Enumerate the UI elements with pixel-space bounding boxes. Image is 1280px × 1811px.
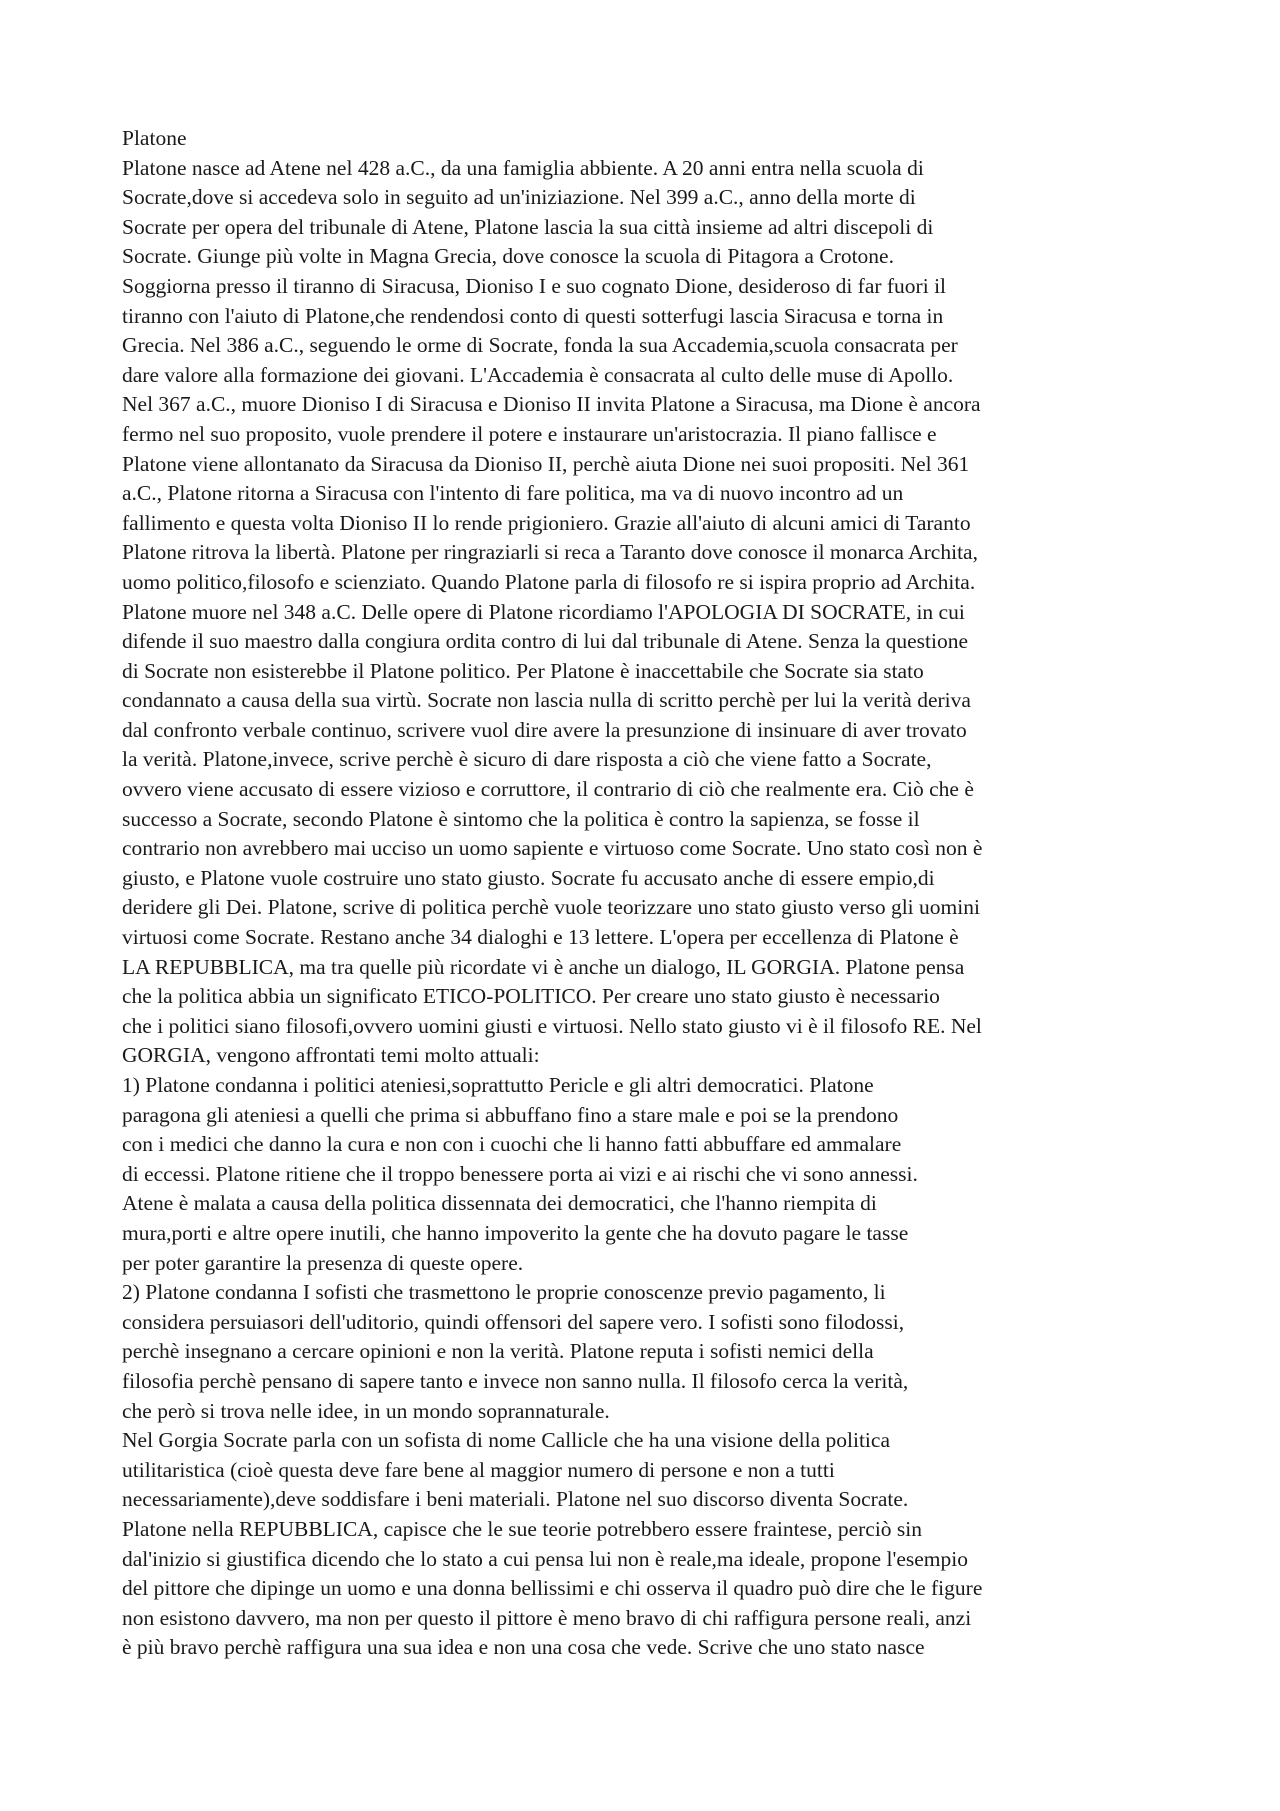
- text-line: a.C., Platone ritorna a Siracusa con l'intento di fare politica, ma va di nuovo incontro ad un: [122, 481, 904, 506]
- document-body: [122, 154, 1172, 1663]
- text-line: Platone ritrova la libertà. Platone per ringraziarli si reca a Taranto dove conosce il monarca Archita,: [122, 540, 978, 565]
- text-line: che però si trova nelle idee, in un mondo soprannaturale.: [122, 1398, 610, 1423]
- text-line: Socrate per opera del tribunale di Atene, Platone lascia la sua città insieme ad altri discepoli di: [122, 214, 934, 239]
- text-line: successo a Socrate, secondo Platone è sintomo che la politica è contro la sapienza, se fosse il: [122, 806, 920, 831]
- text-line: Soggiorna presso il tiranno di Siracusa, Dioniso I e suo cognato Dione, desideroso di far fuori il: [122, 273, 947, 298]
- text-line: filosofia perchè pensano di sapere tanto e invece non sanno nulla. Il filosofo cerca la verità,: [122, 1368, 909, 1393]
- text-line: del pittore che dipinge un uomo e una donna bellissimi e chi osserva il quadro può dire che le figure: [122, 1576, 983, 1601]
- text-line: è più bravo perchè raffigura una sua idea e non una cosa che vede. Scrive che uno stato nasce: [122, 1635, 925, 1660]
- text-line: 2) Platone condanna I sofisti che trasmettono le proprie conoscenze previo pagamento, li: [122, 1280, 886, 1305]
- text-line: giusto, e Platone vuole costruire uno stato giusto. Socrate fu accusato anche di essere empio,di: [122, 865, 935, 890]
- text-line: difende il suo maestro dalla congiura ordita contro di lui dal tribunale di Atene. Senza la questione: [122, 629, 969, 654]
- text-line: Socrate,dove si accedeva solo in seguito ad un'iniziazione. Nel 399 a.C., anno della morte di: [122, 185, 916, 210]
- text-line: Platone nasce ad Atene nel 428 a.C., da una famiglia abbiente. A 20 anni entra nella scuola di: [122, 155, 924, 180]
- document-title: Platone: [122, 126, 187, 150]
- text-line: virtuosi come Socrate. Restano anche 34 dialoghi e 13 lettere. L'opera per eccellenza di Platone è: [122, 925, 959, 950]
- text-line: di eccessi. Platone ritiene che il troppo benessere porta ai vizi e ai rischi che vi sono annessi.: [122, 1161, 918, 1186]
- text-line: fallimento e questa volta Dioniso II lo rende prigioniero. Grazie all'aiuto di alcuni amici di Taranto: [122, 510, 971, 535]
- text-line: necessariamente),deve soddisfare i beni materiali. Platone nel suo discorso diventa Socrate.: [122, 1487, 909, 1512]
- text-line: di Socrate non esisterebbe il Platone politico. Per Platone è inaccettabile che Socrate sia stato: [122, 658, 924, 683]
- text-line: contrario non avrebbero mai ucciso un uomo sapiente e virtuoso come Socrate. Uno stato così non è: [122, 836, 983, 861]
- text-line: che i politici siano filosofi,ovvero uomini giusti e virtuosi. Nello stato giusto vi è il filosofo RE. Nel: [122, 1013, 982, 1038]
- text-line: che la politica abbia un significato ETICO-POLITICO. Per creare uno stato giusto è necessario: [122, 984, 940, 1009]
- text-line: tiranno con l'aiuto di Platone,che rendendosi conto di questi sotterfugi lascia Siracusa e torna in: [122, 303, 944, 328]
- text-line: Platone muore nel 348 a.C. Delle opere di Platone ricordiamo l'APOLOGIA DI SOCRATE, in cui: [122, 599, 965, 624]
- text-line: con i medici che danno la cura e non con i cuochi che li hanno fatti abbuffare ed ammalare: [122, 1132, 902, 1157]
- text-line: Atene è malata a causa della politica dissennata dei democratici, che l'hanno riempita di: [122, 1191, 877, 1216]
- text-line: considera persuiasori dell'uditorio, quindi offensori del sapere vero. I sofisti sono filodossi,: [122, 1309, 905, 1334]
- text-line: ovvero viene accusato di essere vizioso e corruttore, il contrario di ciò che realmente era. Ciò che è: [122, 777, 974, 802]
- text-line: dare valore alla formazione dei giovani. L'Accademia è consacrata al culto delle muse di Apollo.: [122, 362, 954, 387]
- text-line: Nel 367 a.C., muore Dioniso I di Siracusa e Dioniso II invita Platone a Siracusa, ma Dione è ancora: [122, 392, 981, 417]
- text-line: la verità. Platone,invece, scrive perchè è sicuro di dare risposta a ciò che viene fatto a Socrate,: [122, 747, 932, 772]
- text-line: utilitaristica (cioè questa deve fare bene al maggior numero di persone e non a tutti: [122, 1457, 835, 1482]
- text-line: non esistono davvero, ma non per questo il pittore è meno bravo di chi raffigura persone reali, anzi: [122, 1605, 972, 1630]
- text-line: paragona gli ateniesi a quelli che prima si abbuffano fino a stare male e poi se la prendono: [122, 1102, 899, 1127]
- text-line: deridere gli Dei. Platone, scrive di politica perchè vuole teorizzare uno stato giusto verso gli uomini: [122, 895, 980, 920]
- text-line: fermo nel suo proposito, vuole prendere il potere e instaurare un'aristocrazia. Il piano fallisce e: [122, 421, 937, 446]
- text-line: dal'inizio si giustifica dicendo che lo stato a cui pensa lui non è reale,ma ideale, propone l'esempio: [122, 1546, 968, 1571]
- text-line: Socrate. Giunge più volte in Magna Grecia, dove conosce la scuola di Pitagora a Crotone.: [122, 244, 894, 269]
- text-line: Nel Gorgia Socrate parla con un sofista di nome Callicle che ha una visione della politica: [122, 1428, 890, 1453]
- text-line: uomo politico,filosofo e scienziato. Quando Platone parla di filosofo re si ispira proprio ad Archita.: [122, 569, 976, 594]
- text-line: LA REPUBBLICA, ma tra quelle più ricordate vi è anche un dialogo, IL GORGIA. Platone pensa: [122, 954, 965, 979]
- text-line: dal confronto verbale continuo, scrivere vuol dire avere la presunzione di insinuare di aver trovato: [122, 717, 967, 742]
- text-line: per poter garantire la presenza di queste opere.: [122, 1250, 524, 1275]
- text-line: condannato a causa della sua virtù. Socrate non lascia nulla di scritto perchè per lui la verità deriva: [122, 688, 971, 713]
- text-line: Platone viene allontanato da Siracusa da Dioniso II, perchè aiuta Dione nei suoi propositi. Nel 361: [122, 451, 970, 476]
- text-line: Platone nella REPUBBLICA, capisce che le sue teorie potrebbero essere fraintese, perciò sin: [122, 1516, 923, 1541]
- text-line: mura,porti e altre opere inutili, che hanno impoverito la gente che ha dovuto pagare le tasse: [122, 1220, 909, 1245]
- document-page: [122, 124, 1172, 1663]
- text-line: GORGIA, vengono affrontati temi molto attuali:: [122, 1043, 540, 1068]
- text-line: 1) Platone condanna i politici ateniesi,soprattutto Pericle e gli altri democratici. Platone: [122, 1073, 874, 1097]
- text-line: perchè insegnano a cercare opinioni e non la verità. Platone reputa i sofisti nemici della: [122, 1339, 874, 1364]
- text-line: Grecia. Nel 386 a.C., seguendo le orme di Socrate, fonda la sua Accademia,scuola consacrata per: [122, 333, 958, 358]
